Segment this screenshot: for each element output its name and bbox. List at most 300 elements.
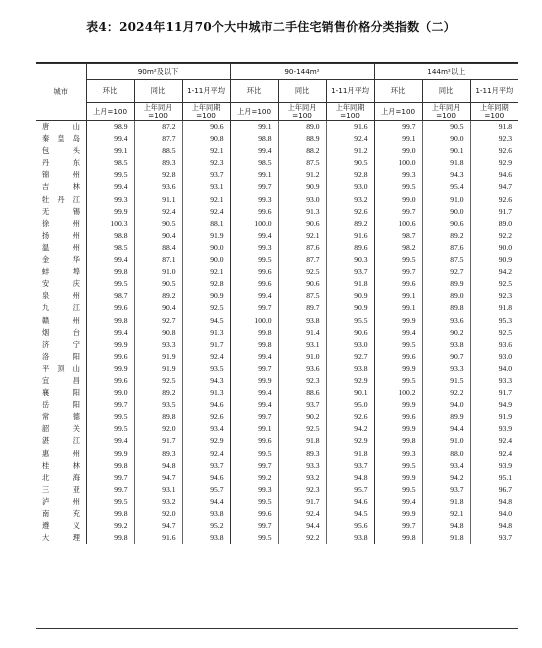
index-value: 99.2 [86,520,134,532]
city-char: 惠 [42,448,50,458]
city-char: 南 [42,509,50,518]
index-value: 92.4 [134,206,182,218]
index-value: 87.5 [278,157,326,169]
index-value: 92.4 [182,448,230,460]
index-value: 90.4 [134,302,182,314]
city-char: 三 [42,484,50,494]
index-value: 99.6 [374,411,422,423]
index-value: 94.4 [182,496,230,508]
city-name [36,218,86,230]
index-value: 92.5 [182,302,230,314]
index-value: 87.5 [278,290,326,302]
index-value: 99.6 [86,351,134,363]
index-value: 89.3 [134,448,182,460]
index-value: 93.1 [182,181,230,193]
city-char: 德 [72,412,80,422]
index-value: 89.0 [422,290,470,302]
city-char: 济 [42,339,50,349]
city-label [42,339,80,351]
index-value: 89.8 [134,411,182,423]
table-row [36,435,518,447]
index-value: 89.2 [422,230,470,242]
index-value: 99.5 [86,496,134,508]
city-name [36,423,86,435]
table-row [36,448,518,460]
table-row [36,230,518,242]
index-value: 99.9 [86,339,134,351]
city-name [36,181,86,193]
index-value: 93.8 [278,315,326,327]
index-value: 99.7 [86,399,134,411]
index-value: 92.7 [326,351,374,363]
city-name [36,387,86,399]
index-value: 93.5 [182,363,230,375]
city-name [36,435,86,447]
city-char: 庆 [72,279,80,289]
city-char: 州 [72,448,80,458]
index-value: 92.7 [422,266,470,278]
city-name [36,375,86,387]
index-value: 92.9 [470,157,518,169]
city-label [42,121,80,133]
city-char: 洛 [42,351,50,361]
index-value: 92.5 [470,278,518,290]
group-header-medium: 90-144m² [230,64,374,80]
index-value: 99.4 [86,181,134,193]
city-char: 吉 [42,182,50,192]
index-value: 91.6 [326,230,374,242]
index-value: 92.5 [134,375,182,387]
index-value: 99.7 [230,520,278,532]
index-value: 99.4 [230,230,278,242]
city-label [42,387,80,399]
city-label [42,448,80,460]
index-value: 99.8 [230,327,278,339]
index-value: 89.9 [422,411,470,423]
index-value: 99.5 [230,254,278,266]
index-value: 94.5 [326,508,374,520]
city-char: 山 [72,363,80,373]
index-value: 98.8 [230,133,278,145]
index-value: 90.9 [326,302,374,314]
table-row [36,484,518,496]
index-value: 95.2 [182,520,230,532]
table-row [36,194,518,206]
index-value: 89.0 [470,218,518,230]
city-char: 安 [42,279,50,289]
index-value: 92.6 [326,206,374,218]
city-char: 江 [72,436,80,446]
index-value: 93.9 [470,423,518,435]
table-row [36,206,518,218]
index-value: 91.8 [422,157,470,169]
index-value: 91.9 [182,230,230,242]
index-value: 99.3 [86,194,134,206]
index-value: 89.3 [134,157,182,169]
index-value: 99.9 [374,315,422,327]
index-value: 90.0 [422,206,470,218]
index-value: 90.0 [182,254,230,266]
index-value: 99.7 [230,460,278,472]
index-value: 99.5 [374,339,422,351]
city-char: 丹 [42,158,50,168]
table-row [36,218,518,230]
index-value: 88.9 [278,133,326,145]
index-value: 88.5 [134,145,182,157]
price-index-table [36,63,518,544]
index-value: 99.1 [86,145,134,157]
index-value: 94.0 [422,399,470,411]
index-value: 90.7 [422,351,470,363]
table-row [36,181,518,193]
index-value: 95.3 [470,315,518,327]
index-value: 99.8 [86,532,134,544]
city-label [42,484,80,496]
index-value: 91.7 [470,387,518,399]
index-value: 92.0 [134,508,182,520]
index-value: 99.1 [230,423,278,435]
city-char: 襄 [42,388,50,398]
index-value: 92.2 [470,230,518,242]
city-label [42,375,80,387]
index-value: 92.4 [470,435,518,447]
index-value: 93.5 [134,399,182,411]
table-row [36,278,518,290]
index-value: 92.4 [326,133,374,145]
index-value: 99.4 [86,133,134,145]
city-char: 包 [42,146,50,156]
table-row [36,387,518,399]
index-value: 93.0 [326,181,374,193]
city-char: 州 [72,496,80,506]
city-char: 宜 [42,375,50,385]
index-value: 99.9 [374,423,422,435]
city-char: 海 [72,472,80,482]
index-value: 93.7 [326,460,374,472]
index-value: 91.2 [326,145,374,157]
city-char: 遵 [42,521,50,531]
index-value: 94.7 [134,472,182,484]
city-label [42,532,80,544]
index-value: 94.6 [326,496,374,508]
index-value: 90.5 [134,278,182,290]
city-char: 常 [42,412,50,422]
index-value: 88.6 [278,387,326,399]
index-value: 90.6 [278,218,326,230]
index-value: 99.6 [374,351,422,363]
index-value: 99.6 [230,206,278,218]
sub-header: 环比 [374,80,422,103]
index-value: 99.5 [86,411,134,423]
index-value: 91.9 [134,351,182,363]
city-char: 阳 [72,388,80,398]
table-row [36,169,518,181]
index-value: 91.3 [182,387,230,399]
index-value: 93.4 [422,460,470,472]
index-value: 99.1 [374,133,422,145]
table-row [36,254,518,266]
index-value: 90.6 [326,327,374,339]
index-value: 91.0 [422,194,470,206]
index-value: 99.9 [374,508,422,520]
index-value: 94.3 [182,375,230,387]
city-name [36,121,86,134]
index-value: 90.0 [470,242,518,254]
index-value: 91.7 [134,435,182,447]
city-char: 州 [72,242,80,252]
city-char: 温 [42,242,50,252]
index-value: 98.2 [374,242,422,254]
table-row [36,375,518,387]
city-label [42,351,80,363]
city-label [42,315,80,327]
index-value: 87.2 [134,121,182,134]
index-value: 93.7 [182,169,230,181]
city-char: 充 [72,509,80,518]
index-value: 93.7 [470,532,518,544]
base-header: 上年同月=100 [134,103,182,121]
index-value: 94.6 [182,399,230,411]
city-name [36,351,86,363]
city-char: 山 [72,122,80,131]
city-label [42,508,80,520]
city-char: 金 [42,255,50,265]
index-value: 92.1 [422,508,470,520]
index-value: 99.3 [230,242,278,254]
index-value: 91.7 [470,206,518,218]
index-value: 87.5 [422,254,470,266]
city-name [36,254,86,266]
index-value: 90.0 [422,133,470,145]
index-value: 91.8 [278,435,326,447]
index-value: 93.7 [422,484,470,496]
index-value: 99.8 [374,532,422,544]
city-label [42,145,80,157]
index-value: 92.6 [470,194,518,206]
table-row [36,532,518,544]
index-value: 100.3 [86,218,134,230]
index-value: 99.1 [374,302,422,314]
city-char: 赣 [42,315,50,325]
index-value: 91.0 [134,266,182,278]
city-char: 顶 [57,363,65,373]
index-value: 92.1 [278,230,326,242]
table-body [36,121,518,545]
city-name [36,157,86,169]
index-value: 89.0 [278,121,326,134]
city-char: 华 [72,255,80,265]
index-value: 98.9 [86,121,134,134]
index-value: 94.8 [422,520,470,532]
index-value: 93.8 [422,339,470,351]
index-value: 88.1 [182,218,230,230]
city-char: 桂 [42,460,50,470]
index-value: 93.8 [182,532,230,544]
sub-header: 环比 [230,80,278,103]
index-value: 96.7 [470,484,518,496]
index-value: 99.8 [230,339,278,351]
city-label [42,194,80,206]
index-value: 99.7 [374,266,422,278]
index-value: 99.7 [230,302,278,314]
city-char: 州 [72,170,80,180]
index-value: 87.6 [422,242,470,254]
index-value: 99.3 [230,194,278,206]
city-name [36,230,86,242]
index-value: 93.2 [326,194,374,206]
index-value: 89.6 [326,242,374,254]
index-value: 93.7 [326,266,374,278]
index-value: 93.0 [278,194,326,206]
index-value: 89.7 [278,302,326,314]
index-value: 100.0 [374,157,422,169]
city-name [36,278,86,290]
index-value: 99.6 [230,266,278,278]
city-char: 台 [72,327,80,337]
index-value: 99.5 [374,375,422,387]
city-label [42,218,80,230]
index-value: 91.4 [278,327,326,339]
city-label [42,290,80,302]
city-char: 州 [72,315,80,325]
city-char: 北 [42,472,50,482]
index-value: 100.0 [230,315,278,327]
index-value: 92.6 [182,411,230,423]
index-value: 93.2 [278,472,326,484]
index-value: 99.5 [86,423,134,435]
index-value: 95.5 [326,315,374,327]
group-header-large: 144m²以上 [374,64,518,80]
city-char: 关 [72,424,80,434]
index-value: 90.2 [278,411,326,423]
index-value: 98.5 [230,157,278,169]
city-name [36,266,86,278]
index-value: 94.4 [422,423,470,435]
city-char: 大 [42,533,50,543]
index-value: 92.3 [278,375,326,387]
index-value: 100.6 [374,218,422,230]
index-value: 91.8 [326,448,374,460]
index-value: 93.8 [326,532,374,544]
index-value: 91.2 [278,169,326,181]
index-value: 98.8 [86,230,134,242]
index-value: 98.7 [374,230,422,242]
index-value: 99.5 [230,448,278,460]
index-value: 92.0 [134,423,182,435]
city-name [36,363,86,375]
index-value: 99.6 [86,302,134,314]
index-value: 99.8 [86,266,134,278]
city-label [42,399,80,411]
sub-header: 环比 [86,80,134,103]
index-value: 94.7 [470,181,518,193]
city-name [36,496,86,508]
city-label [42,411,80,423]
index-value: 99.4 [374,496,422,508]
city-label [42,266,80,278]
index-value: 99.3 [374,169,422,181]
index-value: 95.4 [422,181,470,193]
index-value: 92.8 [134,169,182,181]
index-value: 98.5 [86,157,134,169]
index-value: 95.0 [326,399,374,411]
city-char: 江 [72,194,80,204]
city-char: 扬 [42,230,50,240]
index-value: 87.1 [134,254,182,266]
index-value: 99.0 [86,387,134,399]
city-name [36,448,86,460]
city-label [42,206,80,218]
index-value: 99.7 [230,411,278,423]
sub-header: 同比 [278,80,326,103]
index-value: 90.5 [326,157,374,169]
city-name [36,411,86,423]
index-value: 99.5 [86,278,134,290]
city-name [36,339,86,351]
index-value: 93.7 [278,399,326,411]
table-row [36,351,518,363]
index-value: 90.6 [278,278,326,290]
index-value: 99.8 [86,460,134,472]
city-name [36,472,86,484]
table-row [36,508,518,520]
city-char: 州 [72,218,80,228]
index-value: 91.8 [422,532,470,544]
table-row [36,242,518,254]
index-value: 95.6 [326,520,374,532]
table-row [36,423,518,435]
index-value: 92.6 [326,411,374,423]
index-value: 99.0 [374,145,422,157]
city-name [36,290,86,302]
index-value: 99.4 [86,327,134,339]
city-char: 湛 [42,436,50,446]
index-value: 99.6 [230,508,278,520]
index-value: 94.6 [470,169,518,181]
index-value: 99.6 [374,278,422,290]
index-value: 99.9 [374,472,422,484]
table-row [36,121,518,134]
index-value: 93.6 [134,181,182,193]
index-value: 88.2 [278,145,326,157]
index-value: 100.2 [374,387,422,399]
city-char: 宁 [72,339,80,349]
city-label [42,181,80,193]
index-value: 87.7 [278,254,326,266]
index-value: 93.7 [182,460,230,472]
city-name [36,520,86,532]
city-label [42,460,80,472]
index-value: 99.8 [86,315,134,327]
index-value: 99.4 [230,351,278,363]
index-value: 89.3 [278,448,326,460]
index-value: 92.4 [182,206,230,218]
index-value: 92.5 [278,423,326,435]
city-label [42,327,80,339]
base-header: 上年同月=100 [422,103,470,121]
index-value: 91.9 [470,411,518,423]
index-value: 95.7 [326,484,374,496]
sub-header: 同比 [422,80,470,103]
table-row [36,496,518,508]
index-value: 92.8 [182,278,230,290]
city-char: 岛 [72,134,80,144]
sub-header: 1-11月平均 [326,80,374,103]
index-value: 91.8 [470,121,518,134]
index-value: 99.7 [86,484,134,496]
index-value: 92.5 [470,327,518,339]
index-value: 91.8 [470,302,518,314]
